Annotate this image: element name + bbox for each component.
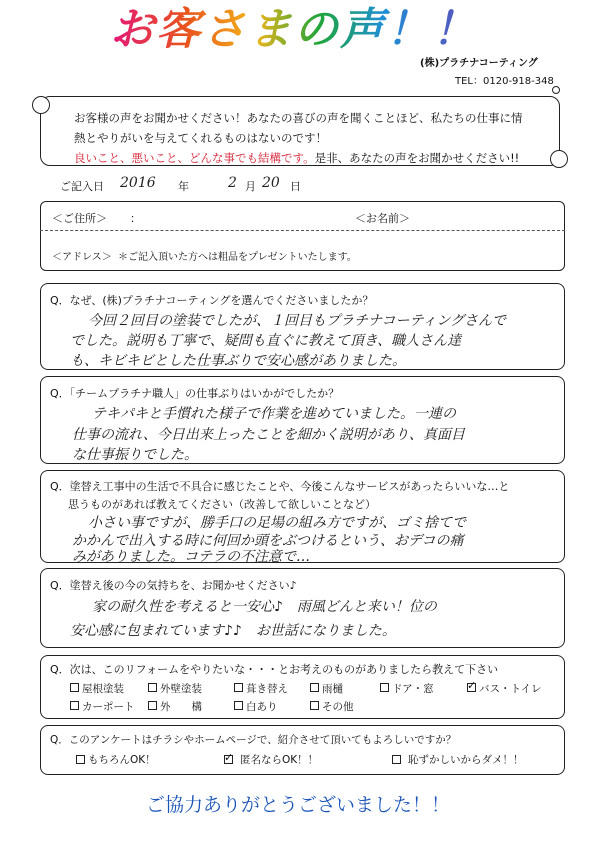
checkbox-door-window[interactable] [380, 683, 389, 692]
question-3-continued: 思うものがあれば教えてください（改善して欲しいことなど） [68, 498, 376, 511]
option-of-course-ok: もちろんOK！ [88, 754, 156, 766]
option-wall-paint: 外壁塗装 [160, 683, 202, 695]
intro-highlight: 良いこと、悪いこと、どんな事でも結構です。 [74, 151, 315, 165]
name-label: ＜お名前＞ [355, 212, 410, 225]
date-month-unit: 月 [245, 180, 256, 193]
checkbox-termite[interactable] [234, 701, 243, 710]
answer-4-line-1: 家の耐久性を考えると一安心♪ 雨風どんと来い！位の [92, 599, 437, 615]
answer-2-line-3: な仕事振りでした。 [72, 447, 198, 463]
answer-3-line-3: みがありました。コテラの不注意で… [72, 549, 310, 565]
date-month: 2 [228, 175, 237, 191]
question-3: Q．塗替え工事中の生活で不具合に感じたことや、今後こんなサービスがあったらいいな…と [50, 480, 510, 493]
checkbox-roof-paint[interactable] [70, 683, 79, 692]
question-5: Q．次は、このリフォームをやりたいな・・・とお考えのものがありましたら教えて下さい [50, 663, 499, 676]
option-roof-paint: 屋根塗装 [82, 683, 124, 695]
question-1: Q．なぜ、(株)プラチナコーティングを選んでくださいましたか？ [50, 294, 374, 307]
intro-line-3 [74, 150, 519, 166]
checkbox-gutter[interactable] [310, 683, 319, 692]
date-day-unit: 日 [290, 180, 301, 193]
scroll-dot-icon [552, 86, 560, 94]
gift-note: ＊ご記入頂いた方へは粗品をプレゼントいたします。 [118, 252, 357, 263]
address-colon: ： [130, 212, 141, 225]
customer-info-divider [40, 230, 565, 231]
option-anonymous-ok: 匿名ならOK！！ [240, 754, 319, 766]
answer-1-line-1: 今回２回目の塗装でしたが、１回目もプラチナコーティングさんで [88, 313, 507, 329]
answer-1-line-2: でした。説明も丁寧で、疑問も直ぐに教えて頂き、職人さん達 [70, 333, 462, 349]
date-day: 20 [262, 175, 280, 191]
option-exterior: 外 構 [160, 701, 202, 713]
answer-1-line-3: も、キビキビとした仕事ぶりで安心感がありました。 [70, 353, 406, 369]
email-label: ＜アドレス＞ [52, 252, 112, 263]
page-title: お客さまの声！！ [110, 4, 490, 56]
question-6: Q．このアンケートはチラシやホームページで、紹介させて頂いてもよろしいですか？ [50, 734, 457, 746]
thanks-message: ご協力ありがとうございました！！ [146, 794, 451, 816]
phone-number: TEL：0120-918-348 [455, 76, 554, 87]
checkbox-carport[interactable] [70, 701, 79, 710]
checkbox-of-course-ok[interactable] [76, 755, 85, 764]
intro-line-1: お客様の声をお聞かせください！あなたの喜びの声を聞くことほど、私たちの仕事に情 [74, 111, 523, 125]
scroll-curl-left-icon [32, 96, 50, 114]
date-label: ご記入日 [60, 180, 104, 193]
option-carport: カーポート [82, 701, 135, 713]
option-reroof: 葺き替え [246, 683, 288, 695]
company-name: (株)プラチナコーティング [420, 58, 538, 69]
checkbox-no-thanks[interactable] [392, 755, 401, 764]
intro-request: 是非、あなたの声をお聞かせください!! [314, 151, 520, 165]
answer-4-line-2: 安心感に包まれています♪♪ お世話になりました。 [70, 623, 396, 639]
scroll-curl-right-icon [550, 150, 568, 168]
checkbox-bath-toilet[interactable] [467, 683, 476, 692]
date-year-unit: 年 [178, 180, 189, 193]
answer-2-line-2: 仕事の流れ、今日出来上ったことを細かく説明があり、真面目 [72, 427, 465, 443]
option-gutter: 雨樋 [322, 683, 343, 695]
checkbox-exterior[interactable] [148, 701, 157, 710]
option-door-window: ドア・窓 [392, 683, 434, 695]
option-other: その他 [322, 701, 354, 713]
checkbox-anonymous-ok[interactable] [224, 755, 233, 764]
intro-line-2: 熱とやりがいを与えてくれるものはないのです！ [74, 131, 327, 145]
option-bath-toilet: バス・トイレ [479, 683, 542, 695]
question-4: Q．塗替え後の今の気持ちを、お聞かせください♪ [50, 579, 297, 592]
option-no-thanks: 恥ずかしいからダメ！！ [408, 754, 524, 766]
checkbox-wall-paint[interactable] [148, 683, 157, 692]
question-2: Q．「チームプラチナ職人」の仕事ぶりはいかがでしたか？ [50, 387, 340, 400]
option-termite: 白あり [246, 701, 278, 713]
answer-3-line-1: 小さい事ですが、勝手口の足場の組み方ですが、ゴミ捨てで [88, 515, 466, 531]
date-year: 2016 [120, 175, 156, 191]
address-label: ＜ご住所＞ [52, 212, 107, 225]
answer-3-line-2: かかんで出入する時に何回か頭をぶつけるという、おデコの痛 [72, 533, 464, 549]
checkbox-reroof[interactable] [234, 683, 243, 692]
checkbox-other[interactable] [310, 701, 319, 710]
answer-2-line-1: テキパキと手慣れた様子で作業を進めていました。一連の [92, 406, 456, 422]
